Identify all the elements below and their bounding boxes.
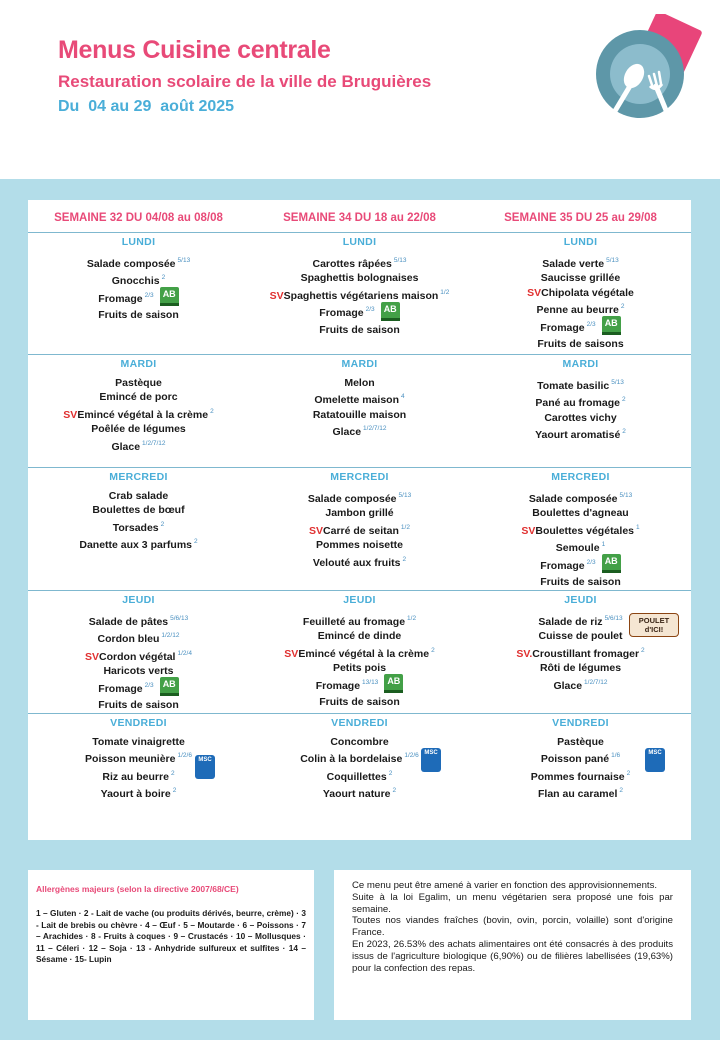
- menu-item: [28, 679, 249, 699]
- menu-item: [249, 376, 470, 391]
- menu-item-text: Poisson pané: [540, 753, 610, 766]
- ab-bio-icon: AB: [160, 287, 179, 306]
- menu-item: [249, 489, 470, 507]
- menu-item: [28, 629, 249, 647]
- allergen-codes: 2: [172, 787, 177, 795]
- menu-item-text: Glace: [553, 679, 583, 692]
- day-label: VENDREDI: [331, 716, 388, 729]
- allergen-codes: 1/2/6: [177, 752, 192, 760]
- menu-item-text: Yaourt nature: [322, 788, 391, 801]
- menu-item-text: Fromage: [540, 321, 585, 334]
- menu-item-text: Yaourt à boire: [100, 788, 171, 801]
- menu-item-text: Fruits de saisons: [537, 338, 624, 351]
- menu-item-text: Saucisse grillée: [540, 272, 621, 284]
- menu-item: [249, 538, 470, 553]
- msc-fish-icon: MSC: [421, 748, 441, 772]
- menu-item: [28, 698, 249, 713]
- day-cell: [249, 590, 470, 713]
- vegetarian-tag: SV: [269, 289, 284, 302]
- menu-table-panel: [28, 200, 691, 840]
- ab-bio-icon: AB: [384, 674, 403, 693]
- allergen-codes: 2: [619, 787, 623, 795]
- vegetarian-tag: SV: [85, 650, 100, 663]
- day-label: MARDI: [341, 357, 378, 370]
- menu-item-text: Fromage: [540, 559, 585, 572]
- day-row: [28, 713, 691, 846]
- menu-item: [470, 411, 691, 426]
- menu-item-text: Emincé végétal à la crème: [298, 647, 430, 660]
- day-cell: [470, 232, 691, 354]
- menu-item-text: Cuisse de poulet: [538, 630, 623, 643]
- menu-item-text: Salade composée: [86, 257, 176, 270]
- menu-item-text: Feuilleté au fromage: [302, 615, 406, 628]
- menu-item: [249, 521, 470, 539]
- allergen-codes: 13/13: [362, 678, 379, 686]
- menu-item-text: Carottes vichy: [544, 411, 617, 424]
- day-cell: [28, 590, 249, 713]
- allergen-codes: 2: [641, 646, 645, 654]
- allergen-codes: 2/3: [586, 558, 596, 566]
- allergen-codes: 5/13: [398, 491, 412, 499]
- menu-item: [28, 489, 249, 504]
- vegetarian-tag: SV: [309, 524, 324, 537]
- menu-item-text: Croustillant fromager: [532, 647, 640, 660]
- allergen-codes: 1: [601, 541, 606, 548]
- allergen-codes: 2: [626, 769, 631, 777]
- menu-item-text: Tomate basilic: [537, 379, 610, 392]
- menu-item: [28, 289, 249, 309]
- menu-item: [470, 676, 691, 694]
- day-row: [28, 232, 691, 354]
- info-paragraph: Suite à la loi Egalim, un menu végétarien sera proposé une fois par semaine.: [352, 891, 673, 915]
- day-label: MERCREDI: [551, 470, 610, 483]
- info-box: [334, 870, 691, 1020]
- menu-item: [249, 323, 470, 338]
- day-cell: [249, 232, 470, 354]
- allergen-codes: 2: [160, 520, 165, 528]
- day-cell: [470, 354, 691, 467]
- menu-item: [28, 390, 249, 405]
- menu-item-text: Cordon végétal: [99, 650, 176, 663]
- menu-item: [249, 271, 470, 286]
- menu-item-text: Penne au beurre: [536, 304, 619, 316]
- page-subtitle: Restauration scolaire de la ville de Bruguières: [58, 72, 432, 91]
- menu-item: [470, 489, 691, 507]
- allergen-codes: 2/3: [365, 306, 375, 313]
- day-label: LUNDI: [121, 235, 156, 248]
- menu-item: [249, 612, 470, 630]
- day-label: JEUDI: [564, 593, 597, 606]
- menu-item: [28, 308, 249, 323]
- allergen-codes: 5/13: [619, 491, 633, 499]
- page-title: Menus Cuisine centrale: [58, 36, 331, 64]
- menu-item-text: Salade de pâtes: [88, 615, 169, 628]
- day-cell: [28, 713, 249, 846]
- day-cell: [470, 467, 691, 590]
- allergen-codes: 4: [401, 393, 405, 400]
- menu-item-text: Glace: [111, 440, 141, 453]
- menu-item: [249, 254, 470, 272]
- menu-item-text: Spaghettis végétariens maison: [283, 289, 439, 302]
- week-header: SEMAINE 35 DU 25 au 29/08: [470, 200, 691, 232]
- menu-item: [470, 784, 691, 802]
- allergen-codes: 5/13: [393, 256, 407, 264]
- allergens-list: 1 – Gluten · 2 - Lait de vache (ou produits dérivés, beurre, crème) · 3 - Lait de brebis ou chèvre · 4 – Œuf · 5 – Moutarde · 6 – Poissons · 7 – Arachides · 8 - Fruits à coques · 9 – Crustacés · 10 – Mollusques · 11 – Céleri · 12 – Soja · 13 - Anhydride sulfureux et sulfites · 14 – Sésame · 15- Lupin: [36, 908, 306, 965]
- day-label: VENDREDI: [110, 716, 167, 729]
- day-cell: [249, 354, 470, 467]
- allergen-codes: 2/3: [144, 681, 154, 689]
- menu-item: [470, 556, 691, 576]
- menu-item: [470, 337, 691, 352]
- allergen-codes: 1/2/4: [177, 649, 192, 657]
- menu-item-text: Coquillettes: [326, 770, 387, 783]
- day-row: [28, 467, 691, 590]
- menu-item-text: Yaourt aromatisé: [535, 429, 621, 441]
- allergen-codes: 1/6: [611, 752, 621, 760]
- menu-item: [28, 767, 249, 785]
- menu-item-text: Poêlée de légumes: [91, 423, 186, 435]
- menu-item: [470, 575, 691, 590]
- day-cell: [249, 467, 470, 590]
- menu-item: [28, 405, 249, 423]
- week-header: SEMAINE 32 DU 04/08 au 08/08: [28, 200, 249, 232]
- menu-item: [28, 376, 249, 391]
- day-cell: [470, 713, 691, 846]
- menu-item: [470, 286, 691, 301]
- menu-item-text: Carottes râpées: [312, 257, 392, 270]
- menu-item: [249, 408, 470, 423]
- menu-item: [470, 318, 691, 338]
- allergen-codes: 2: [402, 555, 407, 563]
- allergen-codes: 2/3: [144, 291, 154, 299]
- day-label: LUNDI: [563, 235, 598, 248]
- ab-bio-icon: AB: [160, 677, 179, 696]
- vegetarian-tag: SV: [521, 524, 536, 537]
- day-cell: [470, 590, 691, 713]
- msc-fish-icon: MSC: [195, 755, 215, 779]
- day-cell: [28, 467, 249, 590]
- menu-item-text: Pastèque: [557, 735, 604, 748]
- menu-item-text: Colin à la bordelaise: [300, 753, 403, 766]
- allergen-codes: 5/13: [611, 378, 624, 386]
- allergen-codes: 5/6/13: [170, 614, 189, 622]
- allergen-codes: 2/3: [586, 320, 596, 328]
- menu-item: [249, 422, 470, 440]
- ab-bio-icon: AB: [381, 302, 400, 321]
- menu-item: [470, 393, 691, 411]
- menu-item-text: Gnocchis: [111, 275, 160, 287]
- vegetarian-tag: SV: [63, 408, 78, 421]
- menu-item: [249, 553, 470, 571]
- menu-item: [28, 254, 249, 272]
- week-header: SEMAINE 34 DU 18 au 22/08: [249, 200, 470, 232]
- allergen-codes: 1: [636, 523, 640, 531]
- menu-item-text: Haricots verts: [103, 665, 174, 678]
- menu-item: [28, 503, 249, 518]
- menu-item-text: Crab salade: [108, 489, 169, 502]
- menu-item-text: Torsades: [112, 521, 159, 534]
- menu-item-text: Fruits de saison: [98, 309, 179, 322]
- menu-item: [249, 286, 470, 304]
- menu-item: [249, 695, 470, 710]
- menu-item-text: Fruits de saison: [98, 699, 179, 712]
- date-range: Du 04 au 29 août 2025: [58, 98, 235, 115]
- menu-item-text: Chipolata végétale: [541, 286, 634, 299]
- info-paragraph: Ce menu peut être amené à varier en fonction des approvisionnements.: [352, 880, 658, 891]
- allergens-title: Allergènes majeurs (selon la directive 2007/68/CE): [36, 884, 239, 894]
- menu-item-text: Omelette maison: [314, 394, 399, 406]
- info-paragraph: En 2023, 26.53% des achats alimentaires ont été consacrés à des produits issus de l'agriculture biologique (6,90%) ou de filières labellisées (19,63%) pour la confection des repas.: [352, 938, 673, 974]
- menu-item-text: Fruits de saison: [540, 576, 621, 589]
- menu-item-text: Petits pois: [332, 662, 387, 675]
- allergen-codes: 1/2: [407, 614, 417, 622]
- menu-item-text: Jambon grillé: [325, 507, 394, 519]
- menu-item: [470, 300, 691, 318]
- menu-item-text: Pommes fournaise: [530, 770, 625, 783]
- menu-item: [470, 376, 691, 394]
- allergen-codes: 2: [620, 303, 625, 310]
- menu-item: [28, 749, 249, 767]
- menu-item-text: Salade de riz: [538, 615, 603, 628]
- menu-item: [28, 784, 249, 802]
- menu-item: [28, 612, 249, 630]
- allergen-codes: 1/2/6: [404, 752, 419, 760]
- menu-item: [28, 271, 249, 289]
- allergens-box: [28, 870, 314, 1020]
- menu-item: [28, 535, 249, 553]
- allergen-codes: 1/2/7/12: [584, 678, 608, 686]
- menu-item: [470, 644, 691, 662]
- menu-item: [28, 647, 249, 665]
- allergen-codes: 2: [622, 428, 626, 435]
- menu-item-text: Fromage: [98, 682, 143, 695]
- allergen-codes: 2: [170, 769, 175, 777]
- menu-item: [249, 676, 470, 696]
- menu-item-text: Spaghettis bolognaises: [300, 272, 419, 284]
- allergen-codes: 1/2: [440, 288, 450, 296]
- ab-bio-icon: AB: [602, 316, 621, 335]
- menu-item: [249, 303, 470, 323]
- menu-item-text: Cordon bleu: [97, 633, 160, 646]
- day-row: [28, 590, 691, 713]
- menu-item: [28, 437, 249, 455]
- menu-item-text: Pané au fromage: [535, 397, 620, 409]
- menu-item-text: Boulettes de bœuf: [92, 504, 185, 516]
- allergen-codes: 2: [194, 538, 198, 545]
- day-label: MARDI: [562, 357, 599, 370]
- menu-item: [28, 422, 249, 437]
- menu-item-text: Velouté aux fruits: [312, 556, 401, 569]
- menu-item: [28, 664, 249, 679]
- menu-item: [28, 735, 249, 750]
- day-label: MERCREDI: [109, 470, 168, 483]
- allergen-codes: 2: [210, 407, 214, 415]
- poulet-dici-icon: [629, 613, 679, 641]
- menu-item-text: Fruits de saison: [319, 323, 400, 336]
- menu-item-text: Poisson meunière: [85, 753, 176, 766]
- menu-item-text: Boulettes d'agneau: [532, 507, 629, 519]
- allergen-codes: 5/13: [177, 256, 191, 264]
- allergen-codes: 2: [622, 396, 626, 403]
- menu-item-text: Salade verte: [542, 257, 605, 270]
- allergen-codes: 5/13: [606, 256, 619, 264]
- vegetarian-tag: SV.: [516, 647, 533, 660]
- allergen-codes: 1/2/12: [161, 632, 180, 640]
- menu-item-text: Emincé végétal à la crème: [77, 408, 209, 421]
- menu-item-text: Danette aux 3 parfums: [79, 539, 192, 551]
- menu-item-text: Salade composée: [307, 492, 397, 505]
- allergen-codes: 2: [161, 274, 166, 281]
- menu-item-text: Fruits de saison: [319, 696, 400, 709]
- menu-table: [28, 200, 691, 846]
- menu-item: [470, 425, 691, 443]
- vegetarian-tag: SV: [527, 286, 542, 299]
- allergen-codes: 1/2/7/12: [142, 439, 166, 447]
- page-header: [58, 36, 431, 116]
- allergen-codes: 1/2/7/12: [363, 425, 387, 432]
- allergen-codes: 1/2: [400, 523, 410, 531]
- menu-body: [28, 232, 691, 846]
- menu-item-text: Melon: [344, 376, 375, 389]
- plate-fork-spoon-icon: [592, 14, 702, 164]
- week-header-row: [28, 200, 691, 232]
- menu-item: [28, 518, 249, 536]
- menu-item-text: Emincé de dinde: [317, 630, 402, 643]
- menu-item-text: Flan au caramel: [538, 788, 618, 801]
- menu-item: [249, 629, 470, 644]
- menu-item: [470, 538, 691, 556]
- menu-item: [470, 661, 691, 676]
- vegetarian-tag: SV: [284, 647, 299, 660]
- menu-item: [470, 506, 691, 521]
- day-label: JEUDI: [343, 593, 376, 606]
- menu-item-text: Tomate vinaigrette: [92, 735, 185, 748]
- day-cell: [28, 354, 249, 467]
- menu-item-text: Fromage: [98, 292, 143, 305]
- allergen-codes: 2: [431, 646, 435, 654]
- menu-item: [249, 390, 470, 408]
- menu-item-text: Fromage: [315, 679, 361, 692]
- menu-item-text: Semoule: [555, 542, 600, 554]
- poulet-label: POULET d'ICI!: [629, 613, 679, 637]
- menu-item-text: Riz au beurre: [102, 770, 169, 783]
- day-label: LUNDI: [342, 235, 377, 248]
- menu-item-text: Ratatouille maison: [312, 408, 407, 421]
- allergen-codes: 2: [388, 769, 393, 777]
- menu-item-text: Boulettes végétales: [535, 524, 634, 537]
- menu-item: [249, 506, 470, 521]
- day-label: VENDREDI: [552, 716, 609, 729]
- menu-item: [249, 784, 470, 802]
- allergen-codes: 5/6/13: [604, 614, 623, 622]
- ab-bio-icon: AB: [602, 554, 621, 573]
- menu-item: [249, 644, 470, 662]
- menu-item-text: Carré de seitan: [323, 524, 399, 537]
- menu-item: [249, 661, 470, 676]
- menu-item-text: Fromage: [319, 307, 364, 319]
- allergen-codes: 2: [392, 787, 397, 795]
- info-paragraph: Toutes nos viandes fraîches (bovin, ovin, porcin, volaille) sont d'origine France.: [352, 915, 673, 939]
- menu-item: [470, 521, 691, 539]
- day-label: MARDI: [120, 357, 157, 370]
- msc-fish-icon: MSC: [645, 748, 665, 772]
- menu-item-text: Concombre: [330, 735, 389, 748]
- day-row: [28, 354, 691, 467]
- menu-item-text: Salade composée: [528, 492, 618, 505]
- menu-item-text: Glace: [332, 426, 362, 438]
- menu-item-text: Pommes noisette: [316, 539, 403, 551]
- day-label: MERCREDI: [330, 470, 389, 483]
- menu-item: [470, 254, 691, 272]
- day-cell: [249, 713, 470, 846]
- menu-item-text: Pastèque: [115, 376, 162, 389]
- day-label: JEUDI: [122, 593, 155, 606]
- menu-item-text: Emincé de porc: [99, 391, 178, 403]
- menu-item-text: Rôti de légumes: [539, 662, 622, 675]
- menu-item: [470, 271, 691, 286]
- day-cell: [28, 232, 249, 354]
